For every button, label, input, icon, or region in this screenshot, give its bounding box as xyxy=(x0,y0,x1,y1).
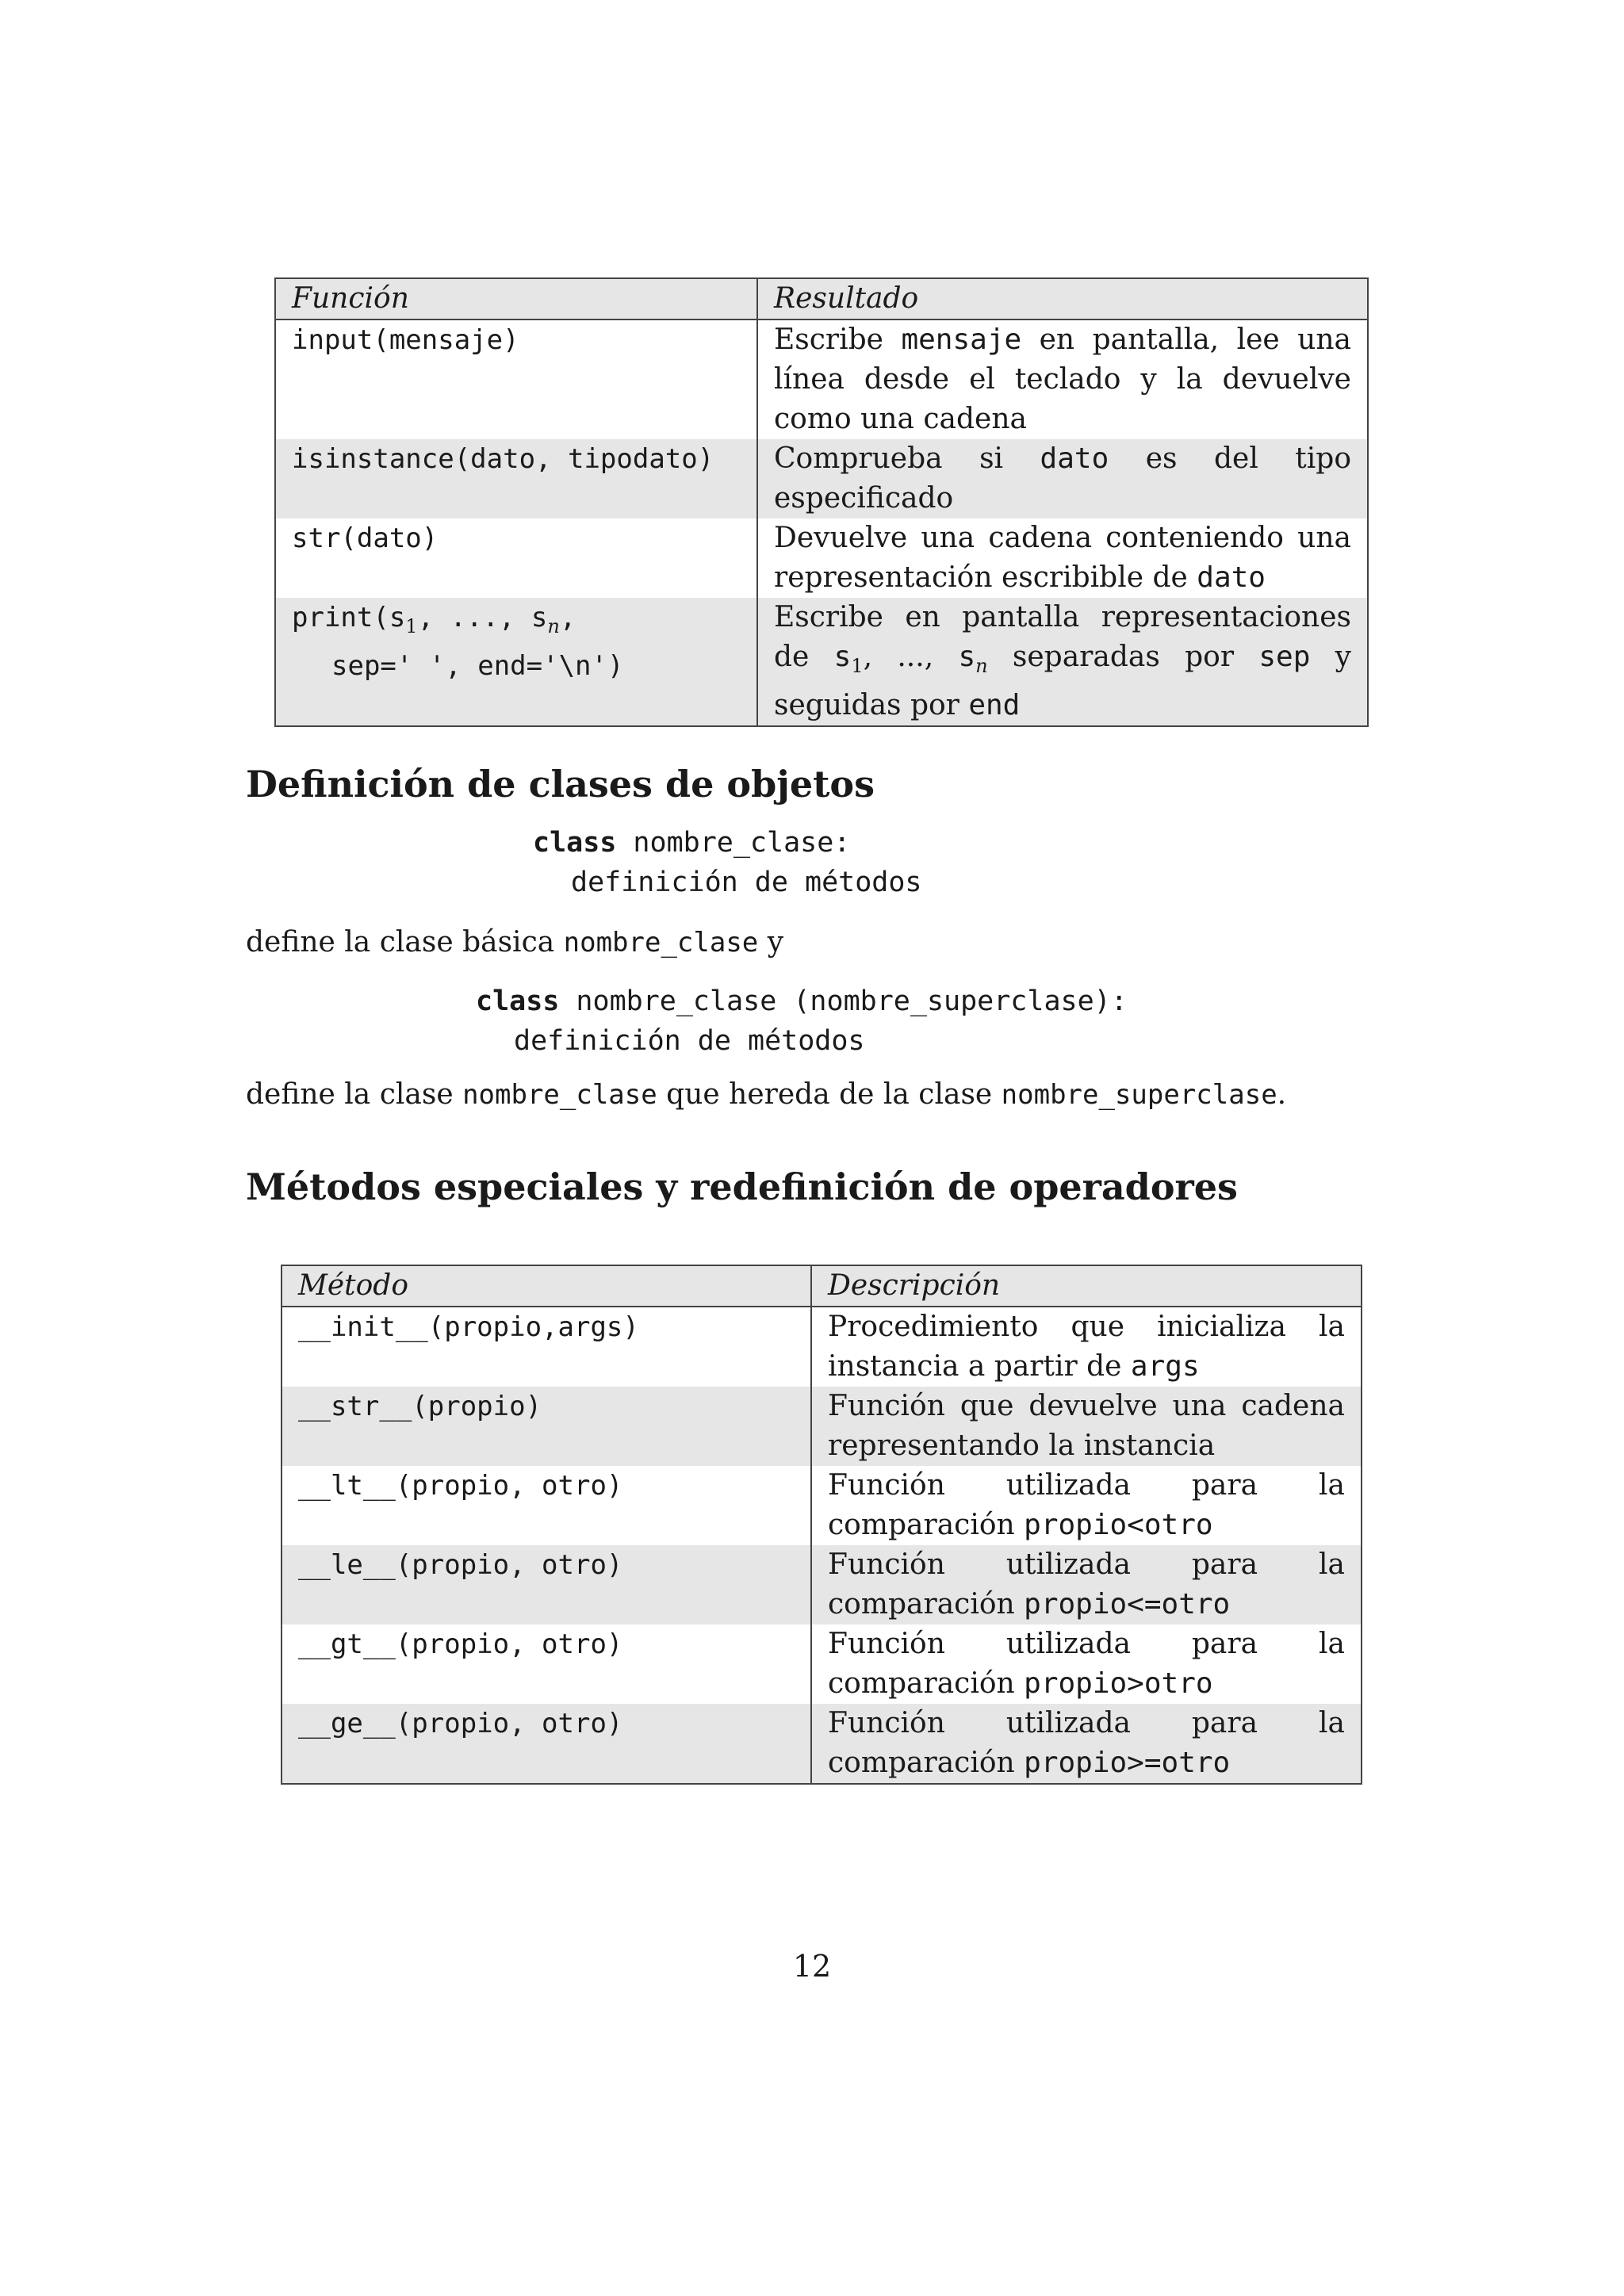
method-description: Función utilizada para la comparación propio<otro xyxy=(828,1469,1345,1541)
table-row xyxy=(282,1387,1362,1466)
method-name: __lt__(propio, otro) xyxy=(282,1466,811,1545)
section-title-special-methods: Métodos especiales y redefinición de operadores xyxy=(246,1165,1238,1208)
method-description: Procedimiento que inicializa la instancia a partir de args xyxy=(828,1311,1345,1383)
table-row xyxy=(282,1307,1362,1387)
method-name: __le__(propio, otro) xyxy=(282,1545,811,1624)
method-name: __gt__(propio, otro) xyxy=(282,1624,811,1704)
table-row xyxy=(282,1466,1362,1545)
table-row xyxy=(275,598,1368,726)
table-row xyxy=(282,1704,1362,1784)
method-name: __str__(propio) xyxy=(282,1387,811,1466)
method-description: Función utilizada para la comparación propio<=otro xyxy=(811,1545,1362,1624)
method-description: Función utilizada para la comparación propio>=otro xyxy=(811,1704,1362,1784)
function-name: isinstance(dato, tipodato) xyxy=(275,439,757,519)
function-name: str(dato) xyxy=(275,519,757,598)
functions-table xyxy=(274,277,1369,727)
table-header-row xyxy=(282,1265,1362,1307)
function-name: input(mensaje) xyxy=(275,320,757,439)
code-class-basic: class nombre_clase: definición de métodos xyxy=(533,827,922,898)
table-row xyxy=(275,320,1368,439)
function-result: Escribe en pantalla representaciones de $s_1$, ..., $s_n$ separadas por sep y seguidas por end xyxy=(757,598,1368,726)
function-result: Devuelve una cadena conteniendo una representación escribible de dato xyxy=(774,522,1351,594)
header-funcion: Función xyxy=(275,278,757,320)
page-number: 12 xyxy=(792,1949,832,1984)
function-result: Comprueba si dato es del tipo especificado xyxy=(757,439,1368,519)
section-title-class-definition: Definición de clases de objetos xyxy=(246,763,875,806)
method-description: Función utilizada para la comparación propio>otro xyxy=(828,1628,1345,1700)
table-row xyxy=(275,439,1368,519)
table-header-row xyxy=(275,278,1368,320)
function-name: $print(s_1$, ..., $s_n$, sep=' ', end='\n') xyxy=(275,598,757,726)
paragraph-basic-class: define la clase básica nombre_clase y xyxy=(246,926,784,959)
paragraph-inherit-class: define la clase nombre_clase que hereda de la clase nombre_superclase. xyxy=(246,1078,1287,1111)
table-row xyxy=(282,1545,1362,1624)
header-resultado: Resultado xyxy=(757,278,1368,320)
method-description: Función que devuelve una cadena representando la instancia xyxy=(811,1387,1362,1466)
method-name: __ge__(propio, otro) xyxy=(282,1704,811,1784)
table-row xyxy=(282,1624,1362,1704)
method-name: __init__(propio,args) xyxy=(282,1307,811,1387)
code-class-inherit: class nombre_clase (nombre_superclase): definición de métodos xyxy=(476,985,1128,1057)
table-row xyxy=(275,519,1368,598)
header-descripcion: Descripción xyxy=(811,1265,1362,1307)
function-result: Escribe mensaje en pantalla, lee una línea desde el teclado y la devuelve como una cadena xyxy=(774,323,1351,435)
methods-table xyxy=(281,1265,1362,1785)
header-metodo: Método xyxy=(282,1265,811,1307)
